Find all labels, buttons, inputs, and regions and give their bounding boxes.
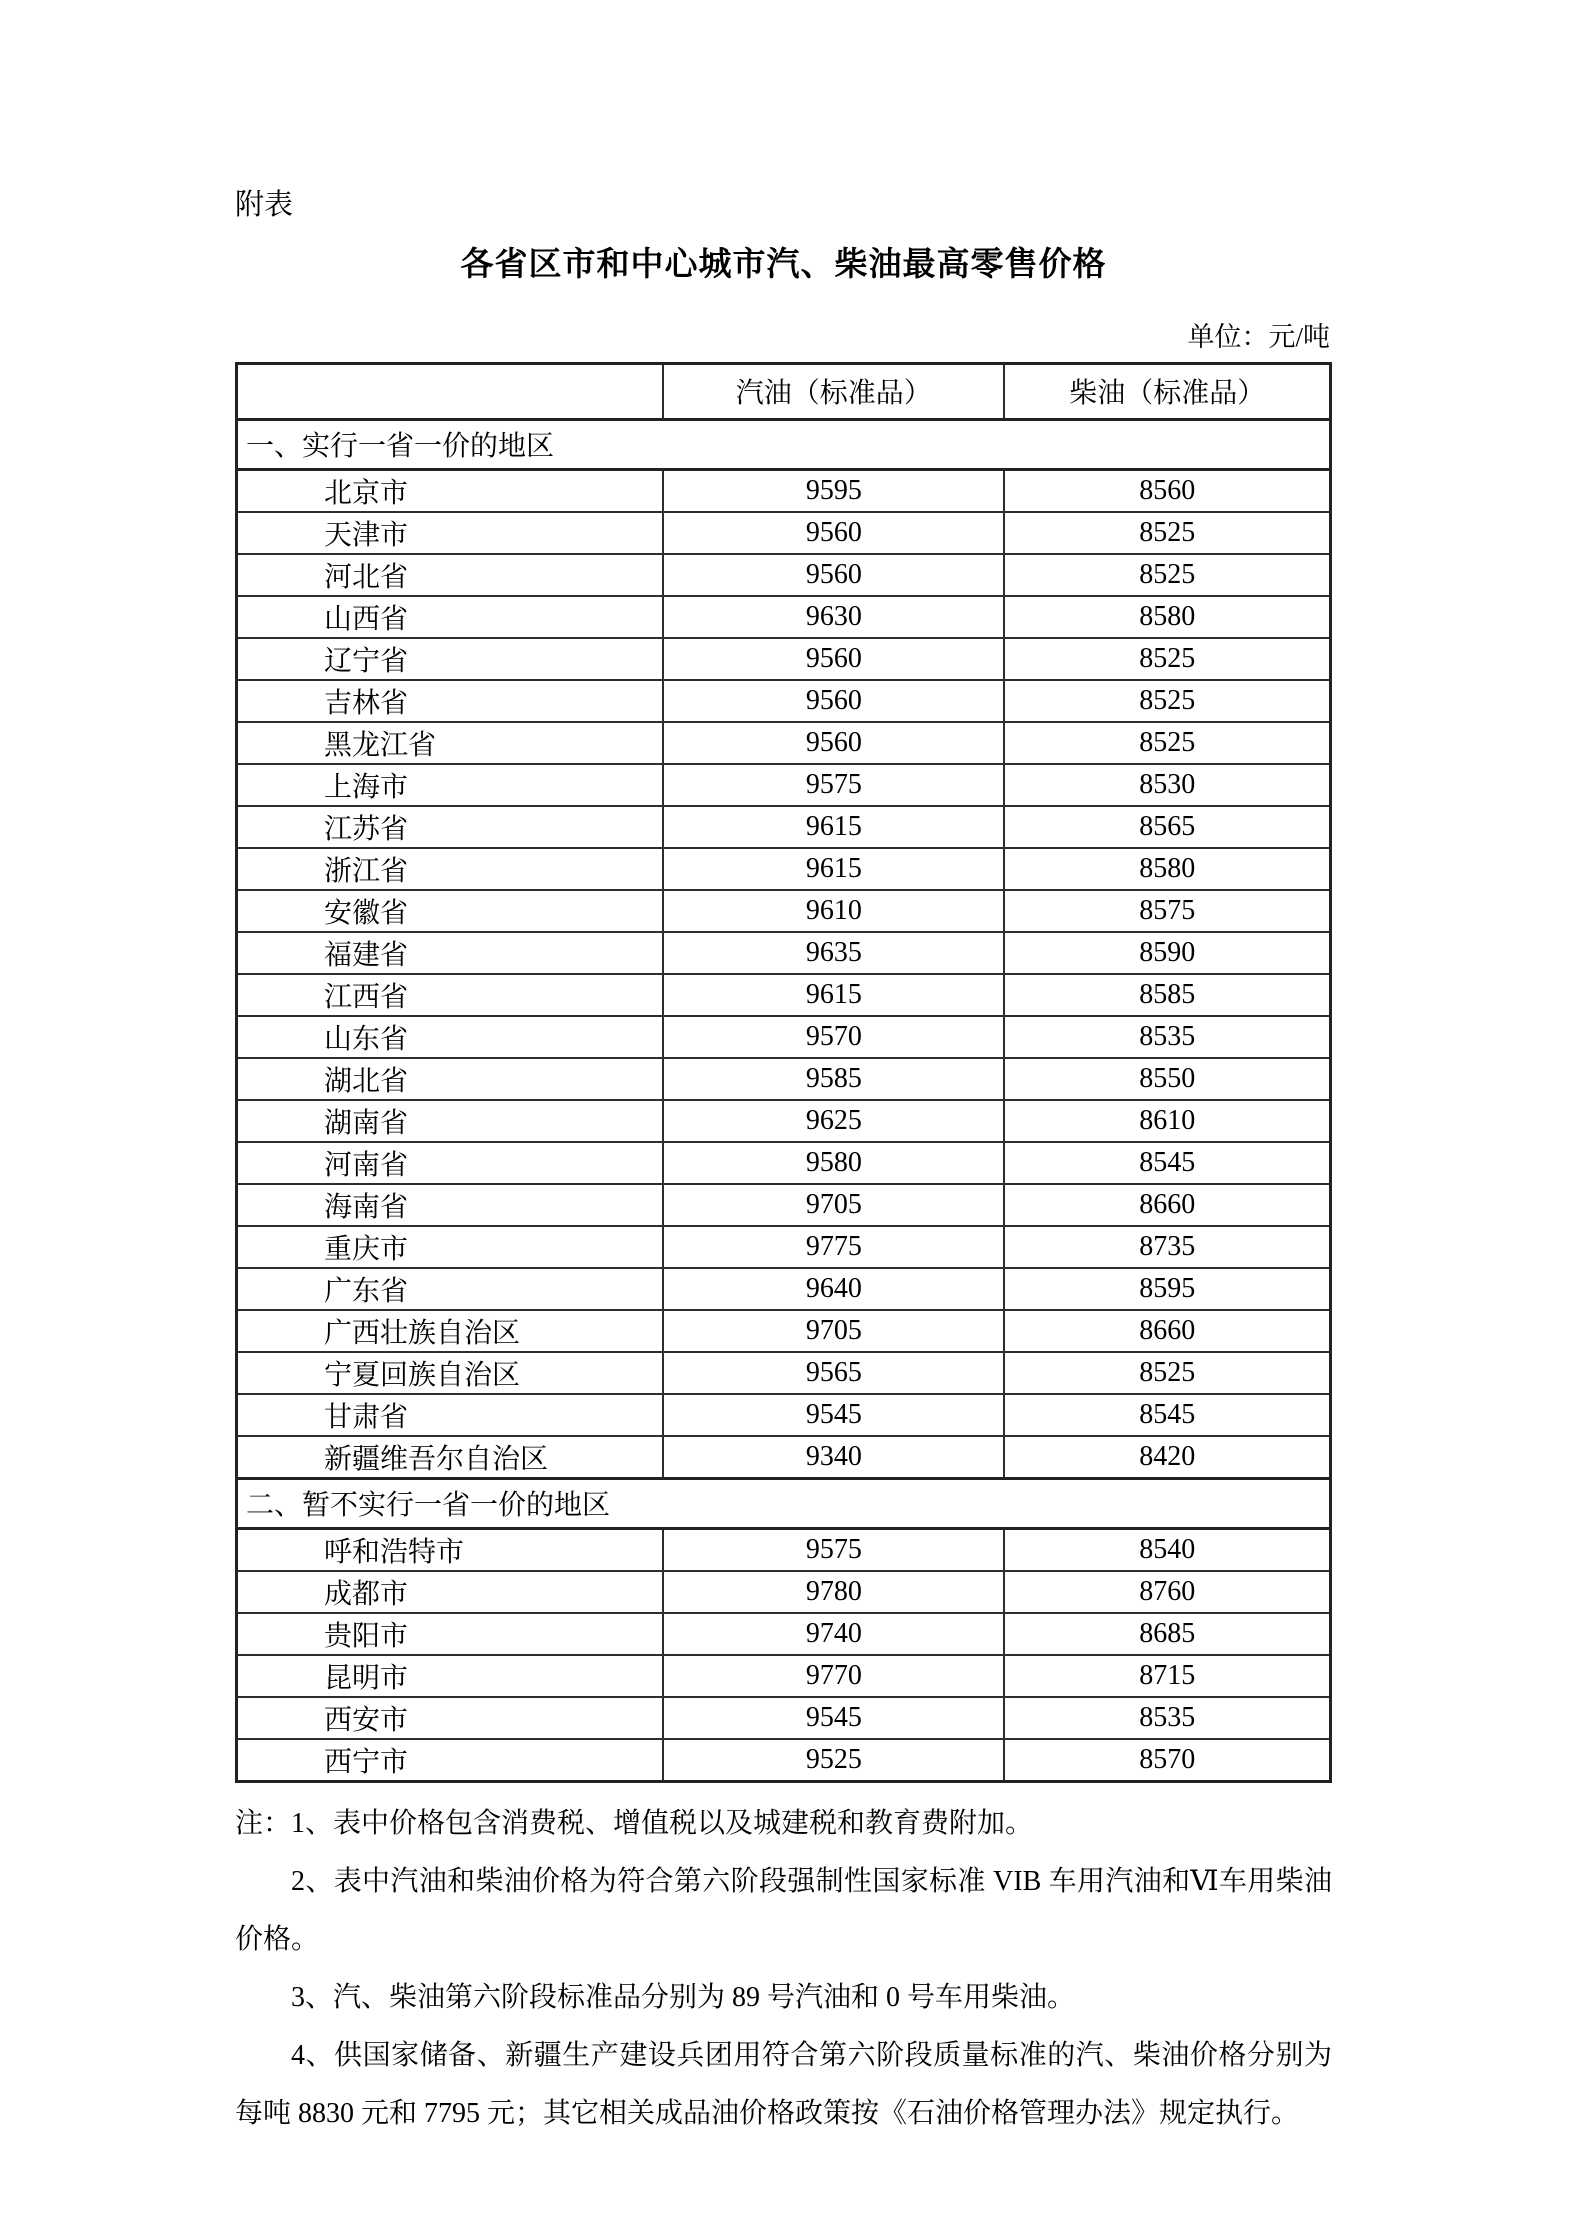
diesel-price-cell: 8525 <box>1004 1352 1330 1394</box>
gasoline-price-cell: 9580 <box>663 1142 1004 1184</box>
section-header-cell: 二、暂不实行一省一价的地区 <box>237 1478 1331 1528</box>
page-content <box>235 0 1332 2143</box>
diesel-column-header: 柴油（标准品） <box>1004 363 1330 419</box>
table-row <box>237 1268 1331 1310</box>
gasoline-price-cell: 9525 <box>663 1739 1004 1782</box>
price-table <box>235 362 1332 1783</box>
diesel-price-cell: 8535 <box>1004 1697 1330 1739</box>
region-cell: 福建省 <box>237 932 664 974</box>
region-cell: 新疆维吾尔自治区 <box>237 1436 664 1479</box>
region-cell: 成都市 <box>237 1571 664 1613</box>
table-row <box>237 848 1331 890</box>
diesel-price-cell: 8760 <box>1004 1571 1330 1613</box>
gasoline-price-cell: 9575 <box>663 1528 1004 1571</box>
gasoline-price-cell: 9705 <box>663 1184 1004 1226</box>
diesel-price-cell: 8560 <box>1004 469 1330 512</box>
diesel-price-cell: 8685 <box>1004 1613 1330 1655</box>
table-header-row <box>237 363 1331 419</box>
diesel-price-cell: 8610 <box>1004 1100 1330 1142</box>
gasoline-price-cell: 9630 <box>663 596 1004 638</box>
gasoline-price-cell: 9705 <box>663 1310 1004 1352</box>
diesel-price-cell: 8590 <box>1004 932 1330 974</box>
diesel-price-cell: 8715 <box>1004 1655 1330 1697</box>
gasoline-price-cell: 9560 <box>663 512 1004 554</box>
table-row <box>237 469 1331 512</box>
table-row <box>237 1697 1331 1739</box>
gasoline-price-cell: 9640 <box>663 1268 1004 1310</box>
gasoline-price-cell: 9560 <box>663 554 1004 596</box>
region-cell: 黑龙江省 <box>237 722 664 764</box>
region-cell: 甘肃省 <box>237 1394 664 1436</box>
diesel-price-cell: 8570 <box>1004 1739 1330 1782</box>
gasoline-price-cell: 9780 <box>663 1571 1004 1613</box>
region-column-header <box>237 363 664 419</box>
region-cell: 昆明市 <box>237 1655 664 1697</box>
diesel-price-cell: 8660 <box>1004 1184 1330 1226</box>
diesel-price-cell: 8530 <box>1004 764 1330 806</box>
table-row <box>237 596 1331 638</box>
region-cell: 上海市 <box>237 764 664 806</box>
unit-label: 单位：元/吨 <box>1187 321 1330 352</box>
region-cell: 山西省 <box>237 596 664 638</box>
gasoline-price-cell: 9610 <box>663 890 1004 932</box>
gasoline-price-cell: 9615 <box>663 806 1004 848</box>
gasoline-price-cell: 9560 <box>663 680 1004 722</box>
page-title: 各省区市和中心城市汽、柴油最高零售价格 <box>460 246 1107 283</box>
region-cell: 湖北省 <box>237 1058 664 1100</box>
region-cell: 广西壮族自治区 <box>237 1310 664 1352</box>
region-cell: 北京市 <box>237 469 664 512</box>
diesel-price-cell: 8580 <box>1004 596 1330 638</box>
gasoline-price-cell: 9595 <box>663 469 1004 512</box>
diesel-price-cell: 8525 <box>1004 638 1330 680</box>
diesel-price-cell: 8545 <box>1004 1142 1330 1184</box>
diesel-price-cell: 8660 <box>1004 1310 1330 1352</box>
section-header-row <box>237 1478 1331 1528</box>
region-cell: 呼和浩特市 <box>237 1528 664 1571</box>
table-row <box>237 764 1331 806</box>
diesel-price-cell: 8595 <box>1004 1268 1330 1310</box>
table-row <box>237 1058 1331 1100</box>
diesel-price-cell: 8525 <box>1004 512 1330 554</box>
gasoline-price-cell: 9560 <box>663 638 1004 680</box>
table-row <box>237 512 1331 554</box>
region-cell: 天津市 <box>237 512 664 554</box>
table-row <box>237 722 1331 764</box>
table-row <box>237 890 1331 932</box>
table-row <box>237 1184 1331 1226</box>
note-line: 2、表中汽油和柴油价格为符合第六阶段强制性国家标准 VIB 车用汽油和Ⅵ车用柴油价格。 <box>235 1865 1332 1955</box>
region-cell: 安徽省 <box>237 890 664 932</box>
gasoline-price-cell: 9585 <box>663 1058 1004 1100</box>
region-cell: 河南省 <box>237 1142 664 1184</box>
gasoline-price-cell: 9570 <box>663 1016 1004 1058</box>
note-line: 4、供国家储备、新疆生产建设兵团用符合第六阶段质量标准的汽、柴油价格分别为每吨 8830 元和 7795 元；其它相关成品油价格政策按《石油价格管理办法》规定执行。 <box>235 2039 1332 2129</box>
gasoline-price-cell: 9625 <box>663 1100 1004 1142</box>
gasoline-price-cell: 9545 <box>663 1697 1004 1739</box>
note-line: 注：1、表中价格包含消费税、增值税以及城建税和教育费附加。 <box>235 1807 1034 1839</box>
table-row <box>237 1655 1331 1697</box>
table-row <box>237 1016 1331 1058</box>
region-cell: 贵阳市 <box>237 1613 664 1655</box>
diesel-price-cell: 8525 <box>1004 722 1330 764</box>
table-row <box>237 1571 1331 1613</box>
region-cell: 江苏省 <box>237 806 664 848</box>
gasoline-price-cell: 9340 <box>663 1436 1004 1479</box>
diesel-price-cell: 8575 <box>1004 890 1330 932</box>
section-header-cell: 一、实行一省一价的地区 <box>237 419 1331 469</box>
table-row <box>237 806 1331 848</box>
table-row <box>237 680 1331 722</box>
table-row <box>237 554 1331 596</box>
gasoline-column-header: 汽油（标准品） <box>663 363 1004 419</box>
region-cell: 西宁市 <box>237 1739 664 1782</box>
region-cell: 广东省 <box>237 1268 664 1310</box>
region-cell: 江西省 <box>237 974 664 1016</box>
gasoline-price-cell: 9770 <box>663 1655 1004 1697</box>
table-row <box>237 1528 1331 1571</box>
gasoline-price-cell: 9545 <box>663 1394 1004 1436</box>
gasoline-price-cell: 9775 <box>663 1226 1004 1268</box>
diesel-price-cell: 8565 <box>1004 806 1330 848</box>
price-table-body <box>237 419 1331 1781</box>
diesel-price-cell: 8545 <box>1004 1394 1330 1436</box>
diesel-price-cell: 8580 <box>1004 848 1330 890</box>
gasoline-price-cell: 9560 <box>663 722 1004 764</box>
region-cell: 湖南省 <box>237 1100 664 1142</box>
diesel-price-cell: 8525 <box>1004 680 1330 722</box>
table-row <box>237 1310 1331 1352</box>
gasoline-price-cell: 9565 <box>663 1352 1004 1394</box>
gasoline-price-cell: 9575 <box>663 764 1004 806</box>
region-cell: 河北省 <box>237 554 664 596</box>
diesel-price-cell: 8420 <box>1004 1436 1330 1479</box>
gasoline-price-cell: 9635 <box>663 932 1004 974</box>
gasoline-price-cell: 9615 <box>663 974 1004 1016</box>
region-cell: 浙江省 <box>237 848 664 890</box>
gasoline-price-cell: 9615 <box>663 848 1004 890</box>
diesel-price-cell: 8525 <box>1004 554 1330 596</box>
region-cell: 吉林省 <box>237 680 664 722</box>
table-row <box>237 1739 1331 1782</box>
table-row <box>237 1436 1331 1479</box>
region-cell: 山东省 <box>237 1016 664 1058</box>
table-row <box>237 1226 1331 1268</box>
section-header-row <box>237 419 1331 469</box>
diesel-price-cell: 8535 <box>1004 1016 1330 1058</box>
table-row <box>237 1142 1331 1184</box>
table-row <box>237 1352 1331 1394</box>
table-row <box>237 974 1331 1016</box>
note-line: 3、汽、柴油第六阶段标准品分别为 89 号汽油和 0 号车用柴油。 <box>291 1981 1076 2013</box>
region-cell: 海南省 <box>237 1184 664 1226</box>
region-cell: 宁夏回族自治区 <box>237 1352 664 1394</box>
region-cell: 西安市 <box>237 1697 664 1739</box>
diesel-price-cell: 8585 <box>1004 974 1330 1016</box>
diesel-price-cell: 8550 <box>1004 1058 1330 1100</box>
region-cell: 辽宁省 <box>237 638 664 680</box>
diesel-price-cell: 8735 <box>1004 1226 1330 1268</box>
table-row <box>237 1100 1331 1142</box>
table-row <box>237 638 1331 680</box>
table-row <box>237 1394 1331 1436</box>
region-cell: 重庆市 <box>237 1226 664 1268</box>
attachment-label: 附表 <box>235 189 294 221</box>
diesel-price-cell: 8540 <box>1004 1528 1330 1571</box>
table-row <box>237 1613 1331 1655</box>
table-row <box>237 932 1331 974</box>
notes <box>235 1795 1332 2143</box>
gasoline-price-cell: 9740 <box>663 1613 1004 1655</box>
